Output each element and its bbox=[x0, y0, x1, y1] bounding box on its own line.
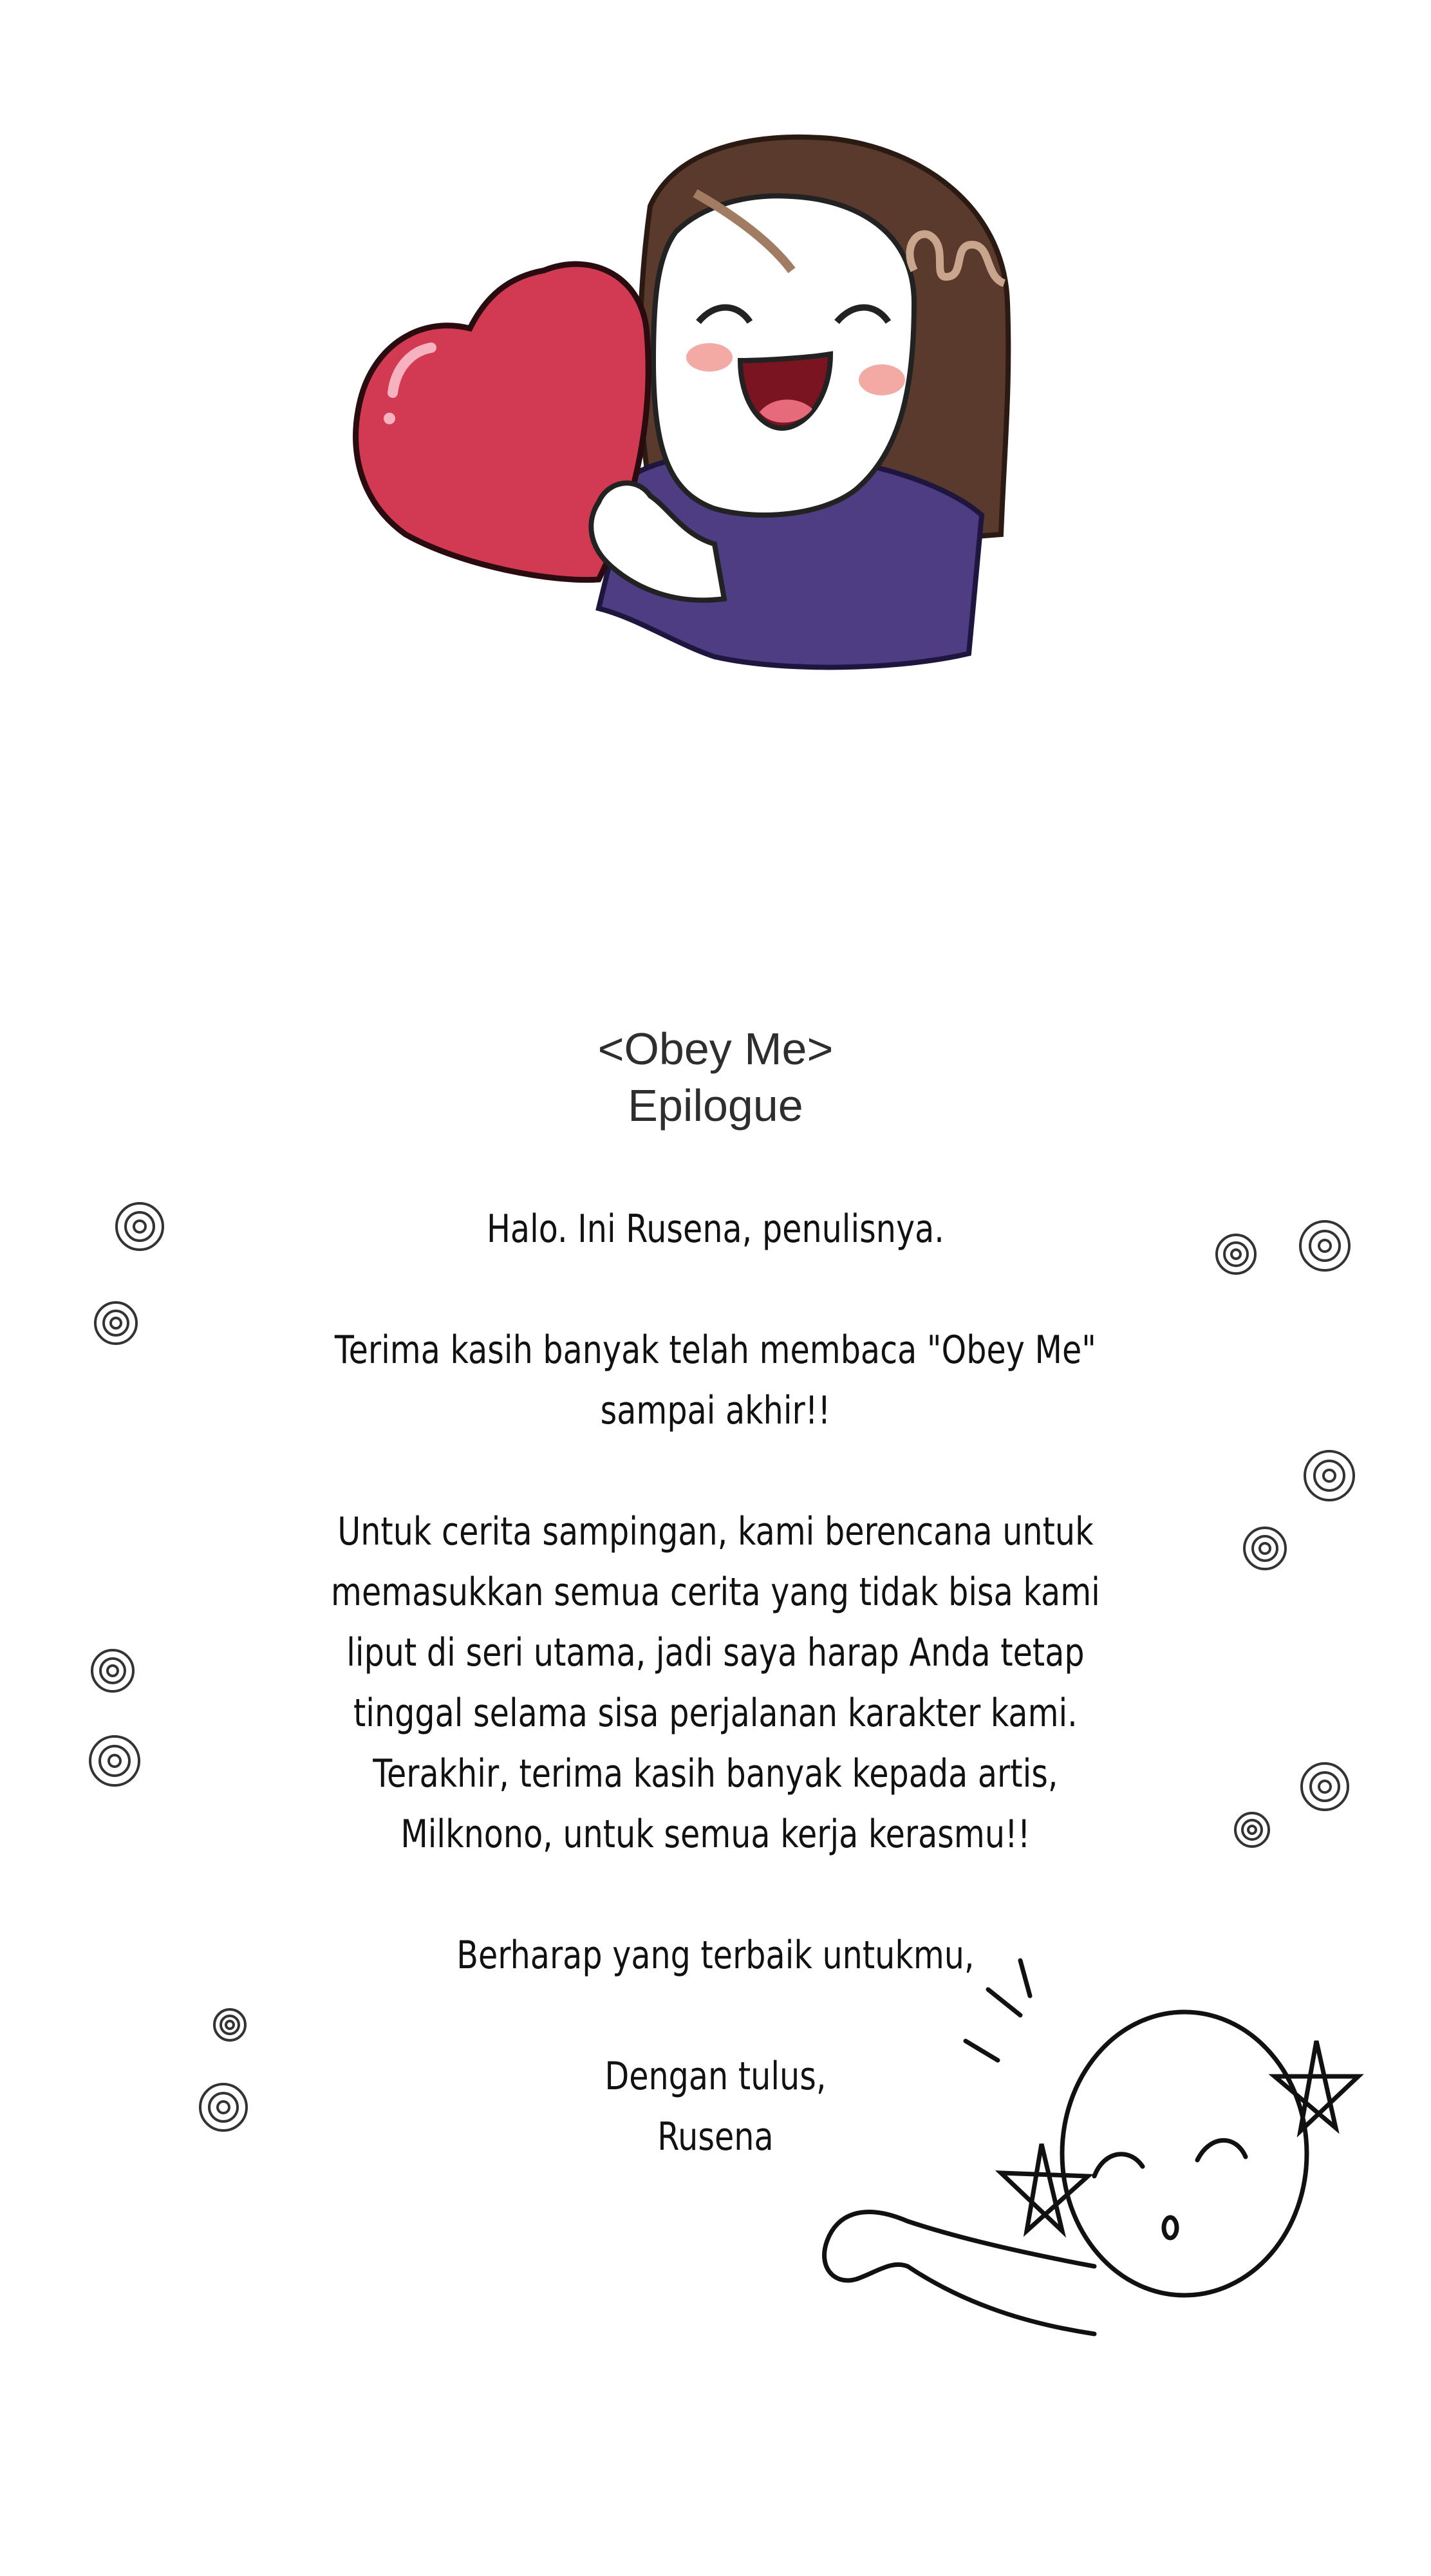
right-blush bbox=[859, 364, 905, 395]
spacer bbox=[129, 1441, 1302, 1501]
body-line: Terakhir, terima kasih banyak kepada artis, bbox=[373, 1751, 1058, 1796]
rose-icon bbox=[92, 1650, 133, 1691]
left-blush bbox=[686, 343, 733, 371]
spacer bbox=[129, 1986, 1302, 2046]
author-letter bbox=[129, 1199, 1302, 2167]
doodle-mouth bbox=[1164, 2217, 1177, 2238]
heart-shine-dot bbox=[384, 413, 395, 424]
body-line: memasukkan semua cerita yang tidak bisa kami bbox=[331, 1570, 1100, 1615]
body-line: tinggal selama sisa perjalanan karakter kami. bbox=[353, 1691, 1078, 1736]
rose-icon bbox=[1302, 1763, 1348, 1810]
spacer bbox=[129, 1865, 1302, 1925]
thanks-line: Terima kasih banyak telah membaca "Obey Me" bbox=[334, 1328, 1096, 1373]
wishes-line: Berharap yang terbaik untukmu, bbox=[456, 1933, 975, 1978]
signature: Rusena bbox=[657, 2114, 774, 2159]
series-title: <Obey Me> bbox=[597, 1024, 834, 1074]
body-line: Milknono, untuk semua kerja kerasmu!! bbox=[400, 1812, 1031, 1857]
rose-icon bbox=[1305, 1451, 1354, 1500]
epilogue-label: Epilogue bbox=[628, 1080, 803, 1131]
thanks-line: sampai akhir!! bbox=[600, 1388, 831, 1433]
body-line: liput di seri utama, jadi saya harap Anda tetap bbox=[346, 1630, 1085, 1675]
chibi-author-illustration bbox=[356, 137, 1009, 667]
closing-line: Dengan tulus, bbox=[604, 2054, 827, 2099]
doodle-arm bbox=[825, 2212, 1094, 2334]
body-line: Untuk cerita sampingan, kami berencana untuk bbox=[337, 1509, 1094, 1554]
rose-icon bbox=[1300, 1221, 1349, 1270]
greeting-line: Halo. Ini Rusena, penulisnya. bbox=[486, 1207, 944, 1252]
spacer bbox=[129, 1259, 1302, 1320]
chapter-title bbox=[0, 1020, 1431, 1134]
